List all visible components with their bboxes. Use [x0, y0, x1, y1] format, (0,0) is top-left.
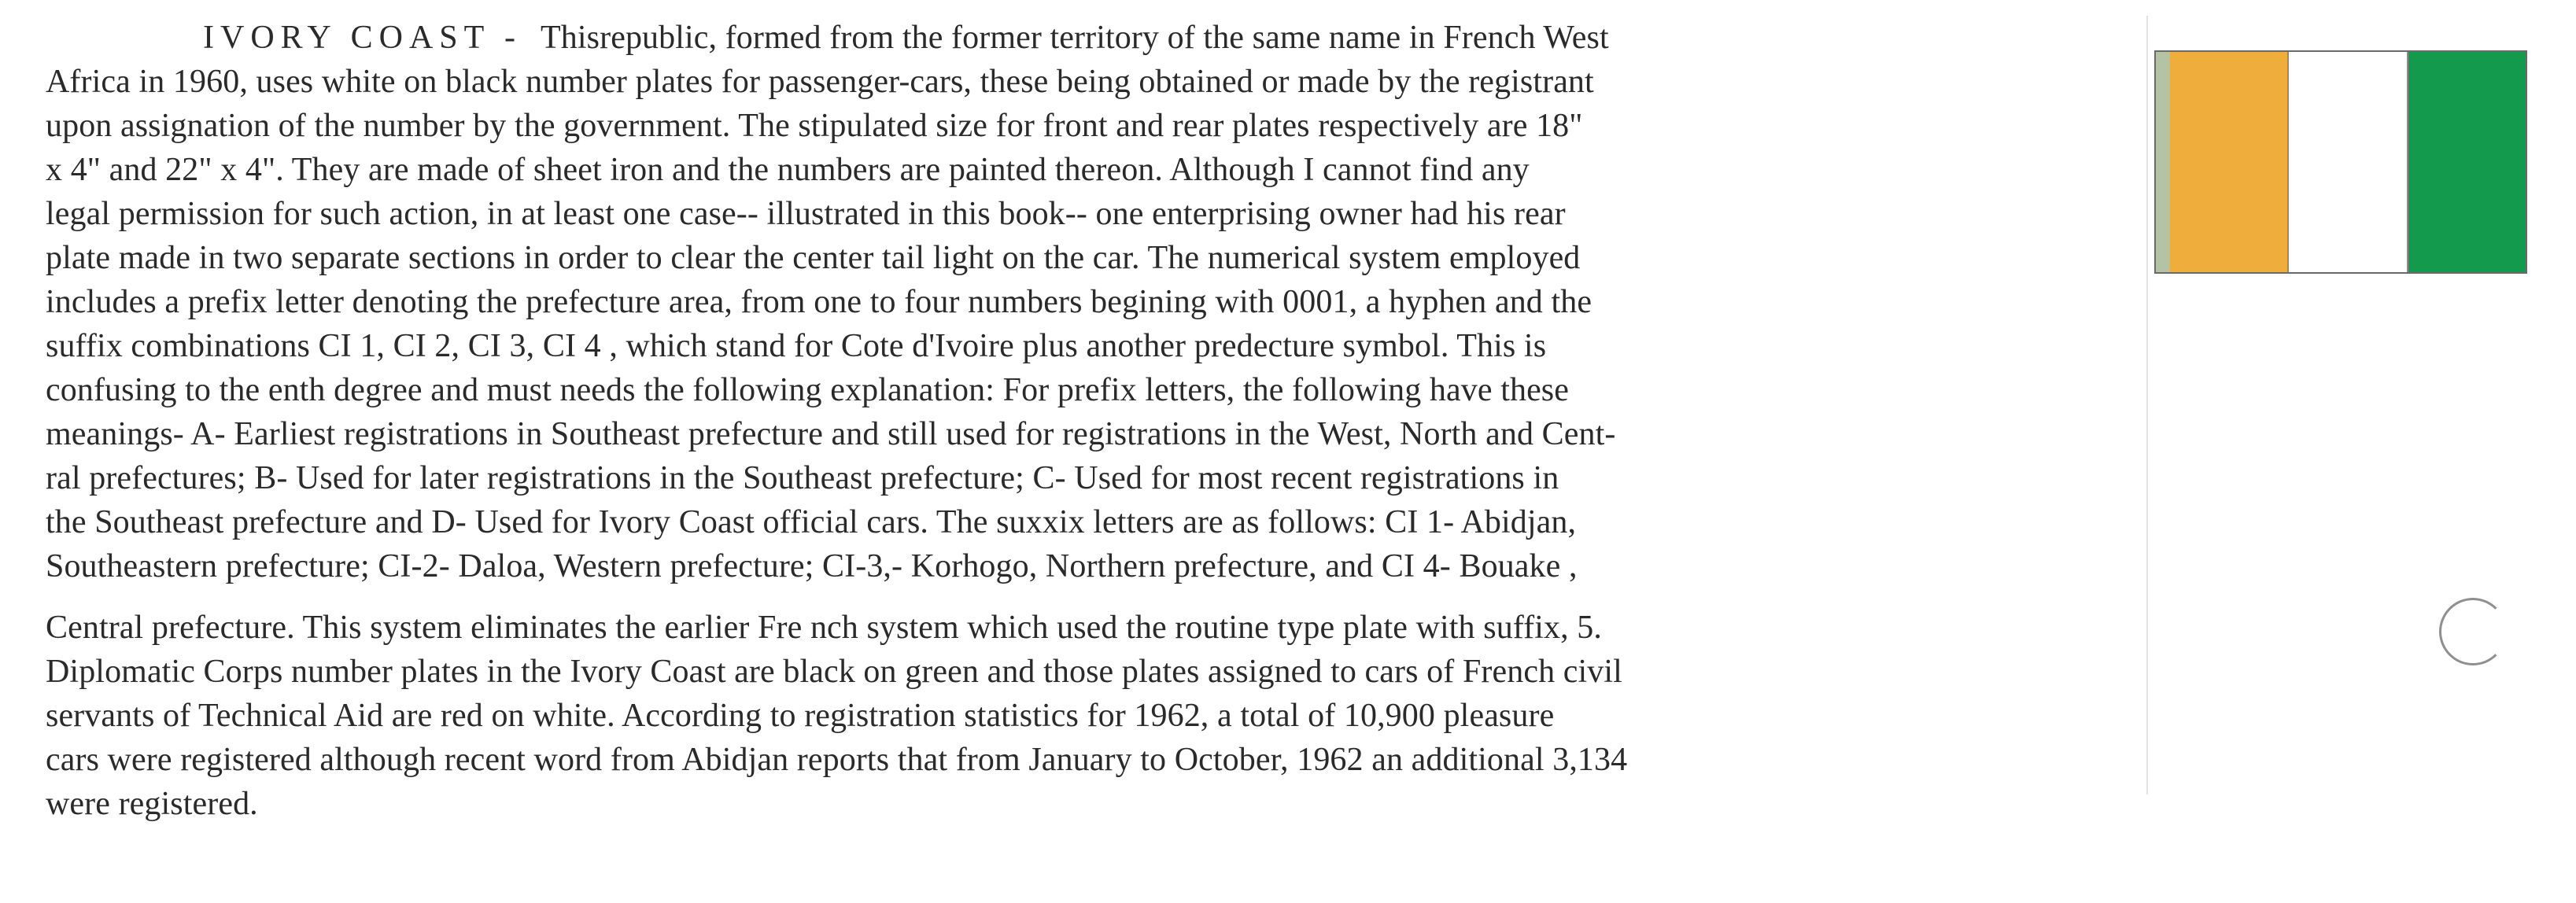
ivory-coast-flag: [2154, 50, 2527, 274]
text-line-3: upon assignation of the number by the government. The stipulated size for front and rear plates respectively are 18": [46, 108, 1583, 144]
flag-white-stripe: [2287, 52, 2408, 272]
text-line-18: were registered.: [46, 786, 258, 822]
binder-hole-icon: [2439, 598, 2507, 665]
text-line-4: x 4" and 22" x 4". They are made of sheet iron and the numbers are painted thereon. Although I cannot find any: [46, 152, 1530, 188]
text-line-14: Central prefecture. This system eliminates the earlier Fre nch system which used the routine type plate with suffix, 5.: [46, 610, 1602, 646]
document-title: IVORY COAST -: [203, 20, 522, 56]
text-line-17: cars were registered although recent word from Abidjan reports that from January to October, 1962 an additional 3,134: [46, 742, 1628, 778]
text-line-5: legal permission for such action, in at least one case-- illustrated in this book-- one enterprising owner had his rear: [46, 196, 1566, 232]
text-line-13: Southeastern prefecture; CI-2- Daloa, Western prefecture; CI-3,- Korhogo, Northern prefecture, and CI 4- Bouake ,: [46, 548, 1578, 584]
text-line-9: confusing to the enth degree and must needs the following explanation: For prefix letters, the following have these: [46, 372, 1569, 408]
text-line-12: the Southeast prefecture and D- Used for Ivory Coast official cars. The suxxix letters are as follows: CI 1- Abidjan,: [46, 504, 1577, 540]
text-line-1: IVORY COAST - Thisrepublic, formed from the former territory of the same name in French West: [203, 20, 1609, 56]
text-line-16: servants of Technical Aid are red on white. According to registration statistics for 1962, a total of 10,900 pleasure: [46, 698, 1555, 734]
text-line-7: includes a prefix letter denoting the prefecture area, from one to four numbers begining with 0001, a hyphen and the: [46, 284, 1592, 320]
text-line-15: Diplomatic Corps number plates in the Ivory Coast are black on green and those plates assigned to cars of French civil: [46, 654, 1622, 690]
text-line-2: Africa in 1960, uses white on black number plates for passenger-cars, these being obtained or made by the registrant: [46, 64, 1594, 100]
text-line-8: suffix combinations CI 1, CI 2, CI 3, CI 4 , which stand for Cote d'Ivoire plus another predecture symbol. This is: [46, 328, 1547, 364]
text-line-11: ral prefectures; B- Used for later registrations in the Southeast prefecture; C- Used for most recent registrations in: [46, 460, 1559, 496]
flag-green-stripe: [2408, 52, 2526, 272]
flag-orange-stripe: [2156, 52, 2287, 272]
document-body: [46, 16, 2154, 826]
text-line-6: plate made in two separate sections in order to clear the center tail light on the car. The numerical system employed: [46, 240, 1581, 276]
text-line-10: meanings- A- Earliest registrations in Southeast prefecture and still used for registrations in the West, North and Cent-: [46, 416, 1616, 452]
